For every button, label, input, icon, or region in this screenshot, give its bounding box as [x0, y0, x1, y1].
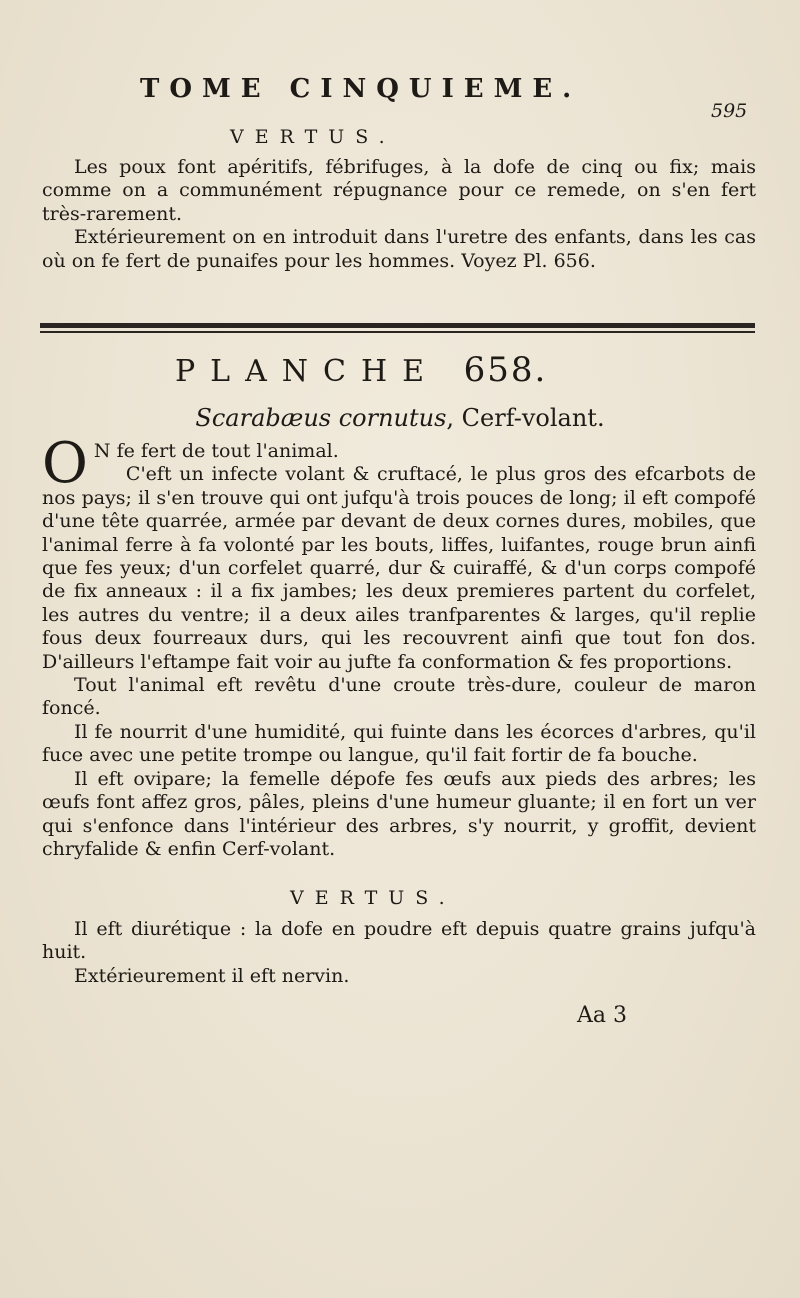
paragraph: Il eft diurétique : la dofe en poudre eft depuis quatre grains jufqu'à huit.	[42, 918, 756, 964]
signature-mark: Aa 3	[577, 1003, 627, 1028]
latin-name: Scarabæus cornutus	[195, 404, 447, 432]
common-name: , Cerf-volant.	[446, 404, 605, 432]
page-number: 595	[711, 100, 748, 122]
paragraph: Les poux font apéritifs, fébrifuges, à la dofe de cinq ou fix; mais comme on a communément répugnance pour ce remede, on s'en fert très-rarement.	[42, 156, 756, 225]
running-head: TOME CINQUIEME.	[140, 74, 582, 104]
section-heading-vertus: VERTUS.	[290, 887, 456, 909]
main-text	[42, 431, 756, 861]
paragraph-first: O N fe fert de tout l'animal.	[42, 431, 339, 496]
double-rule-divider	[40, 323, 755, 335]
plate-label: PLANCHE	[175, 354, 440, 389]
paragraph: Il fe nourrit d'une humidité, qui fuinte dans les écorces d'arbres, qu'il fuce avec une petite trompe ou langue, qu'il fait fortir de fa bouche.	[42, 720, 756, 767]
paragraph: Tout l'animal eft revêtu d'une croute très-dure, couleur de maron foncé.	[42, 674, 756, 720]
vertus-section-2	[42, 918, 756, 988]
plate-title	[175, 350, 547, 390]
paragraph: Extérieurement il eft nervin.	[74, 964, 350, 987]
paragraph: Extérieurement on en introduit dans l'uretre des enfants, dans les cas où on fe fert de punaifes pour les hommes. Voyez Pl. 656.	[42, 226, 756, 272]
plate-number: 658.	[463, 350, 548, 390]
vertus-section-1	[42, 156, 756, 273]
paragraph: Il eft ovipare; la femelle dépofe fes œufs aux pieds des arbres; les œufs font affez gros, pâles, pleins d'une humeur gluante; il en fort un ver qui s'enfonce dans l'intérieur des arbres, s'y nourrit, y groffit, devient chryfalide & enfin Cerf-volant.	[42, 767, 756, 860]
plate-subtitle	[0, 404, 800, 432]
paragraph: C'eft un infecte volant & cruftacé, le plus gros des efcarbots de nos pays; il s'en trouve qui ont jufqu'à trois pouces de long; il eft compofé d'une tête quarrée, armée par devant de deux cornes dures, mobiles, que l'animal ferre à fa volonté par les bouts, liffes, luifantes, rouge brun ainfi que fes yeux; d'un corfelet quarré, dur & cuiraffé, & d'un corps compofé de fix anneaux : il a fix jambes; les deux premieres partent du corfelet, les autres du ventre; il a deux ailes tranfparentes & larges, qu'il replie fous deux fourreaux durs, qui les recouvrent ainfi que tout fon dos. D'ailleurs l'eftampe fait voir au jufte fa conformation & fes proportions.	[42, 463, 756, 673]
section-heading-vertus: VERTUS.	[230, 126, 396, 148]
drop-cap: O	[42, 431, 88, 496]
